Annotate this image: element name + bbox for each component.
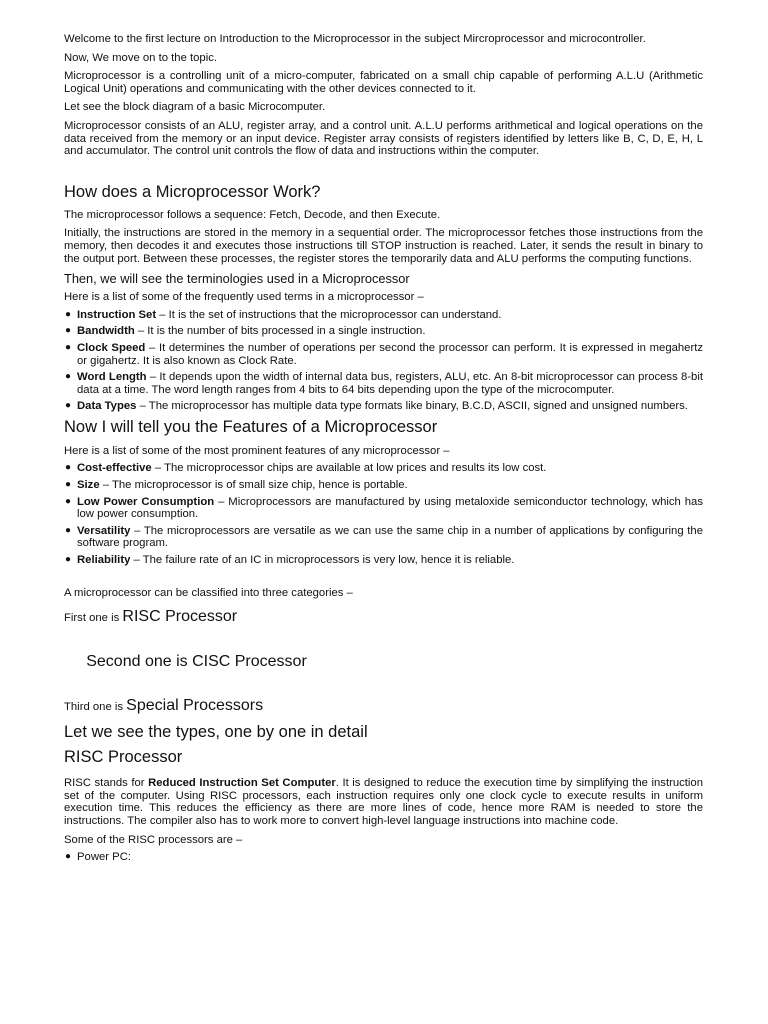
list-item bbox=[64, 554, 703, 567]
term-label: Bandwidth bbox=[77, 325, 135, 338]
first-category-name: RISC Processor bbox=[122, 608, 238, 626]
feature-label: Low Power Consumption bbox=[77, 495, 215, 508]
sequence-paragraph: The microprocessor follows a sequence: Fetch, Decode, and then Execute. bbox=[64, 208, 441, 221]
term-label: Instruction Set bbox=[77, 308, 157, 321]
feature-description: – The microprocessor is of small size chip, hence is portable. bbox=[99, 479, 408, 492]
risc-examples-intro: Some of the RISC processors are – bbox=[64, 833, 243, 846]
features-list bbox=[64, 462, 703, 566]
list-item bbox=[64, 325, 703, 338]
risc-full-name: Reduced Instruction Set Computer bbox=[148, 777, 336, 790]
second-category-text: Second one is CISC Processor bbox=[81, 653, 307, 671]
components-paragraph: Microprocessor consists of an ALU, register array, and a control unit. A.L.U performs arithmetical and logical operations on the data received from the memory or an input device. Register array consists of registers identified by letters like B, C, D, E, H, L and accumulator. The control unit controls the flow of data and instructions within the computer. bbox=[64, 119, 703, 158]
risc-description: . It is designed to reduce the execution time by simplifying the instruction set of the computer. Using RISC processors, each instruction requires only one clock cycle to execute results in uniform execution time. This reduces the efficiency as there are more lines of code, hence more RAM is needed to store the instructions. The compiler also has to work more to convert high-level language instructions into machine code. bbox=[64, 777, 703, 827]
second-category-line bbox=[64, 632, 703, 692]
term-description: – The microprocessor has multiple data type formats like binary, B.C.D, ASCII, signed and unsigned numbers. bbox=[136, 400, 688, 413]
third-category-line bbox=[64, 696, 703, 717]
terminologies-intro: Then, we will see the terminologies used in a Microprocessor bbox=[64, 271, 410, 287]
feature-description: – Microprocessors are manufactured by using metaloxide semiconductor technology, which has low power consumption. bbox=[77, 495, 703, 521]
third-category-prefix: Third one is bbox=[64, 701, 127, 714]
list-item bbox=[64, 525, 703, 550]
welcome-paragraph: Welcome to the first lecture on Introduction to the Microprocessor in the subject Mircroprocessor and microcontroller. bbox=[64, 33, 646, 45]
bullet-icon: ● bbox=[65, 462, 72, 474]
features-list-intro: Here is a list of some of the most prominent features of any microprocessor – bbox=[64, 444, 450, 457]
process-detail-paragraph: Initially, the instructions are stored in the memory in a sequential order. The microprocessor fetches those instructions from the memory, then decodes it and executes those instructions till STOP instruction is reached. Later, it sends the result in binary to the output port. Between these processes, the register stores the temporarily data and ALU performs the computing functions. bbox=[64, 227, 703, 265]
list-item bbox=[64, 371, 703, 396]
feature-description: – The microprocessors are versatile as we can use the same chip in a number of applications by configuring the software program. bbox=[77, 524, 703, 550]
term-label: Word Length bbox=[77, 371, 147, 384]
bullet-icon: ● bbox=[65, 325, 72, 337]
first-category-prefix: First one is bbox=[64, 612, 123, 625]
risc-examples-list bbox=[64, 851, 703, 864]
list-item bbox=[64, 479, 703, 492]
bullet-icon: ● bbox=[65, 495, 72, 507]
bullet-icon: ● bbox=[65, 400, 72, 412]
terms-list-intro: Here is a list of some of the frequently used terms in a microprocessor – bbox=[64, 291, 424, 304]
first-category-line bbox=[64, 607, 703, 628]
bullet-icon: ● bbox=[65, 308, 72, 320]
classification-intro: A microprocessor can be classified into three categories – bbox=[64, 586, 353, 599]
list-item bbox=[64, 400, 703, 413]
terms-list bbox=[64, 309, 703, 413]
term-description: – It determines the number of operations per second the processor can perform. It is expressed in megahertz or gigahertz. It is also known as Clock Rate. bbox=[77, 341, 703, 367]
bullet-icon: ● bbox=[65, 371, 72, 383]
feature-label: Size bbox=[77, 479, 100, 492]
term-description: – It depends upon the width of internal data bus, registers, ALU, etc. An 8-bit microprocessor can process 8-bit data at a time. The word length ranges from 4 bits to 64 bits depending upon the type of the microcomputer. bbox=[77, 371, 703, 396]
risc-example: Power PC: bbox=[77, 851, 131, 864]
term-label: Data Types bbox=[77, 400, 137, 413]
definition-paragraph: Microprocessor is a controlling unit of a micro-computer, fabricated on a small chip capable of performing A.L.U (Arithmetic Logical Unit) operations and communicating with the other devices connected to it. bbox=[64, 70, 703, 95]
bullet-icon: ● bbox=[65, 851, 72, 863]
bullet-icon: ● bbox=[65, 554, 72, 566]
term-description: – It is the number of bits processed in a single instruction. bbox=[134, 325, 426, 338]
types-heading: Let we see the types, one by one in detail bbox=[64, 723, 368, 742]
risc-paragraph bbox=[64, 777, 703, 827]
risc-prefix: RISC stands for bbox=[64, 777, 149, 790]
list-item bbox=[64, 342, 703, 367]
list-item bbox=[64, 496, 703, 521]
feature-description: – The failure rate of an IC in microprocessors is very low, hence it is reliable. bbox=[130, 554, 515, 567]
list-item bbox=[64, 851, 703, 864]
block-diagram-paragraph: Let see the block diagram of a basic Microcomputer. bbox=[64, 101, 326, 114]
feature-label: Versatility bbox=[77, 524, 131, 537]
bullet-icon: ● bbox=[65, 524, 72, 536]
term-description: – It is the set of instructions that the microprocessor can understand. bbox=[156, 308, 502, 321]
list-item bbox=[64, 309, 703, 322]
bullet-icon: ● bbox=[65, 479, 72, 491]
feature-label: Reliability bbox=[77, 554, 131, 567]
features-heading: Now I will tell you the Features of a Microprocessor bbox=[64, 417, 438, 436]
bullet-icon: ● bbox=[65, 341, 72, 353]
feature-description: – The microprocessor chips are available at low prices and results its low cost. bbox=[151, 462, 547, 475]
list-item bbox=[64, 462, 703, 475]
third-category-name: Special Processors bbox=[126, 697, 264, 715]
how-works-heading: How does a Microprocessor Work? bbox=[64, 182, 321, 201]
risc-heading: RISC Processor bbox=[64, 748, 183, 767]
feature-label: Cost-effective bbox=[77, 462, 152, 475]
move-on-paragraph: Now, We move on to the topic. bbox=[64, 51, 218, 64]
term-label: Clock Speed bbox=[77, 341, 146, 354]
